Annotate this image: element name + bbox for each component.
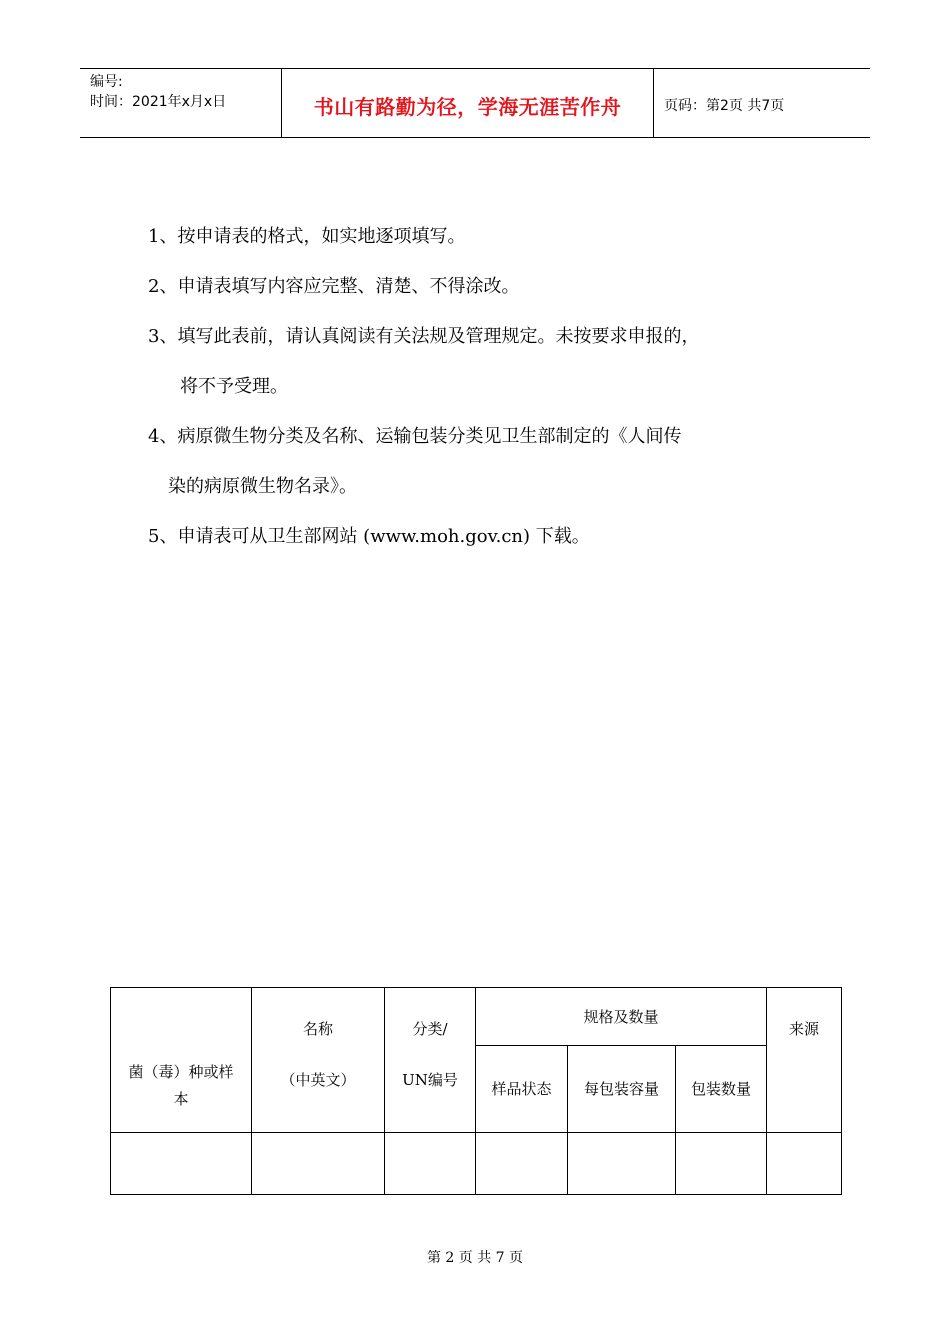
document-number-label: 编号: [90, 74, 123, 90]
subheader-pack-count: 包装数量 [676, 1046, 767, 1132]
header-name: 名称 （中英文） [252, 988, 385, 1133]
cell-pack-count[interactable] [676, 1132, 767, 1194]
header-meta [80, 69, 281, 137]
header-strain: 菌（毒）种或样 本 [111, 988, 252, 1133]
instruction-item-4: 4、病原微生物分类及名称、运输包装分类见卫生部制定的《人间传 [148, 426, 682, 447]
instruction-item-4-cont: 染的病原微生物名录》。 [168, 476, 357, 497]
header-classification: 分类/ UN编号 [385, 988, 476, 1133]
cell-capacity[interactable] [568, 1132, 676, 1194]
header-slogan: 书山有路勤为径，学海无涯苦作舟 [281, 69, 654, 137]
application-table [110, 987, 842, 1195]
document-date: 时间：2021年x月x日 [90, 94, 227, 110]
cell-sample-state[interactable] [476, 1132, 568, 1194]
instruction-item-5: 5、申请表可从卫生部网站 (www.moh.gov.cn) 下载。 [148, 526, 590, 547]
instruction-item-3: 3、填写此表前，请认真阅读有关法规及管理规定。未按要求申报的， [148, 326, 700, 347]
table-row [111, 1132, 842, 1194]
cell-strain[interactable] [111, 1132, 252, 1194]
cell-source[interactable] [767, 1132, 842, 1194]
cell-name[interactable] [252, 1132, 385, 1194]
header-spec-quantity: 规格及数量 [476, 988, 767, 1046]
instruction-item-2: 2、申请表填写内容应完整、清楚、不得涂改。 [148, 276, 520, 297]
instruction-item-3-cont: 将不予受理。 [180, 376, 288, 397]
page-header [80, 68, 870, 138]
page-footer: 第 2 页 共 7 页 [426, 1250, 524, 1266]
subheader-sample-state: 样品状态 [476, 1046, 568, 1132]
header-page-info: 页码：第2页 共7页 [664, 98, 785, 114]
instruction-item-1: 1、按申请表的格式，如实地逐项填写。 [148, 226, 466, 247]
header-source: 来源 [767, 988, 842, 1133]
cell-classification[interactable] [385, 1132, 476, 1194]
subheader-capacity: 每包装容量 [568, 1046, 676, 1132]
